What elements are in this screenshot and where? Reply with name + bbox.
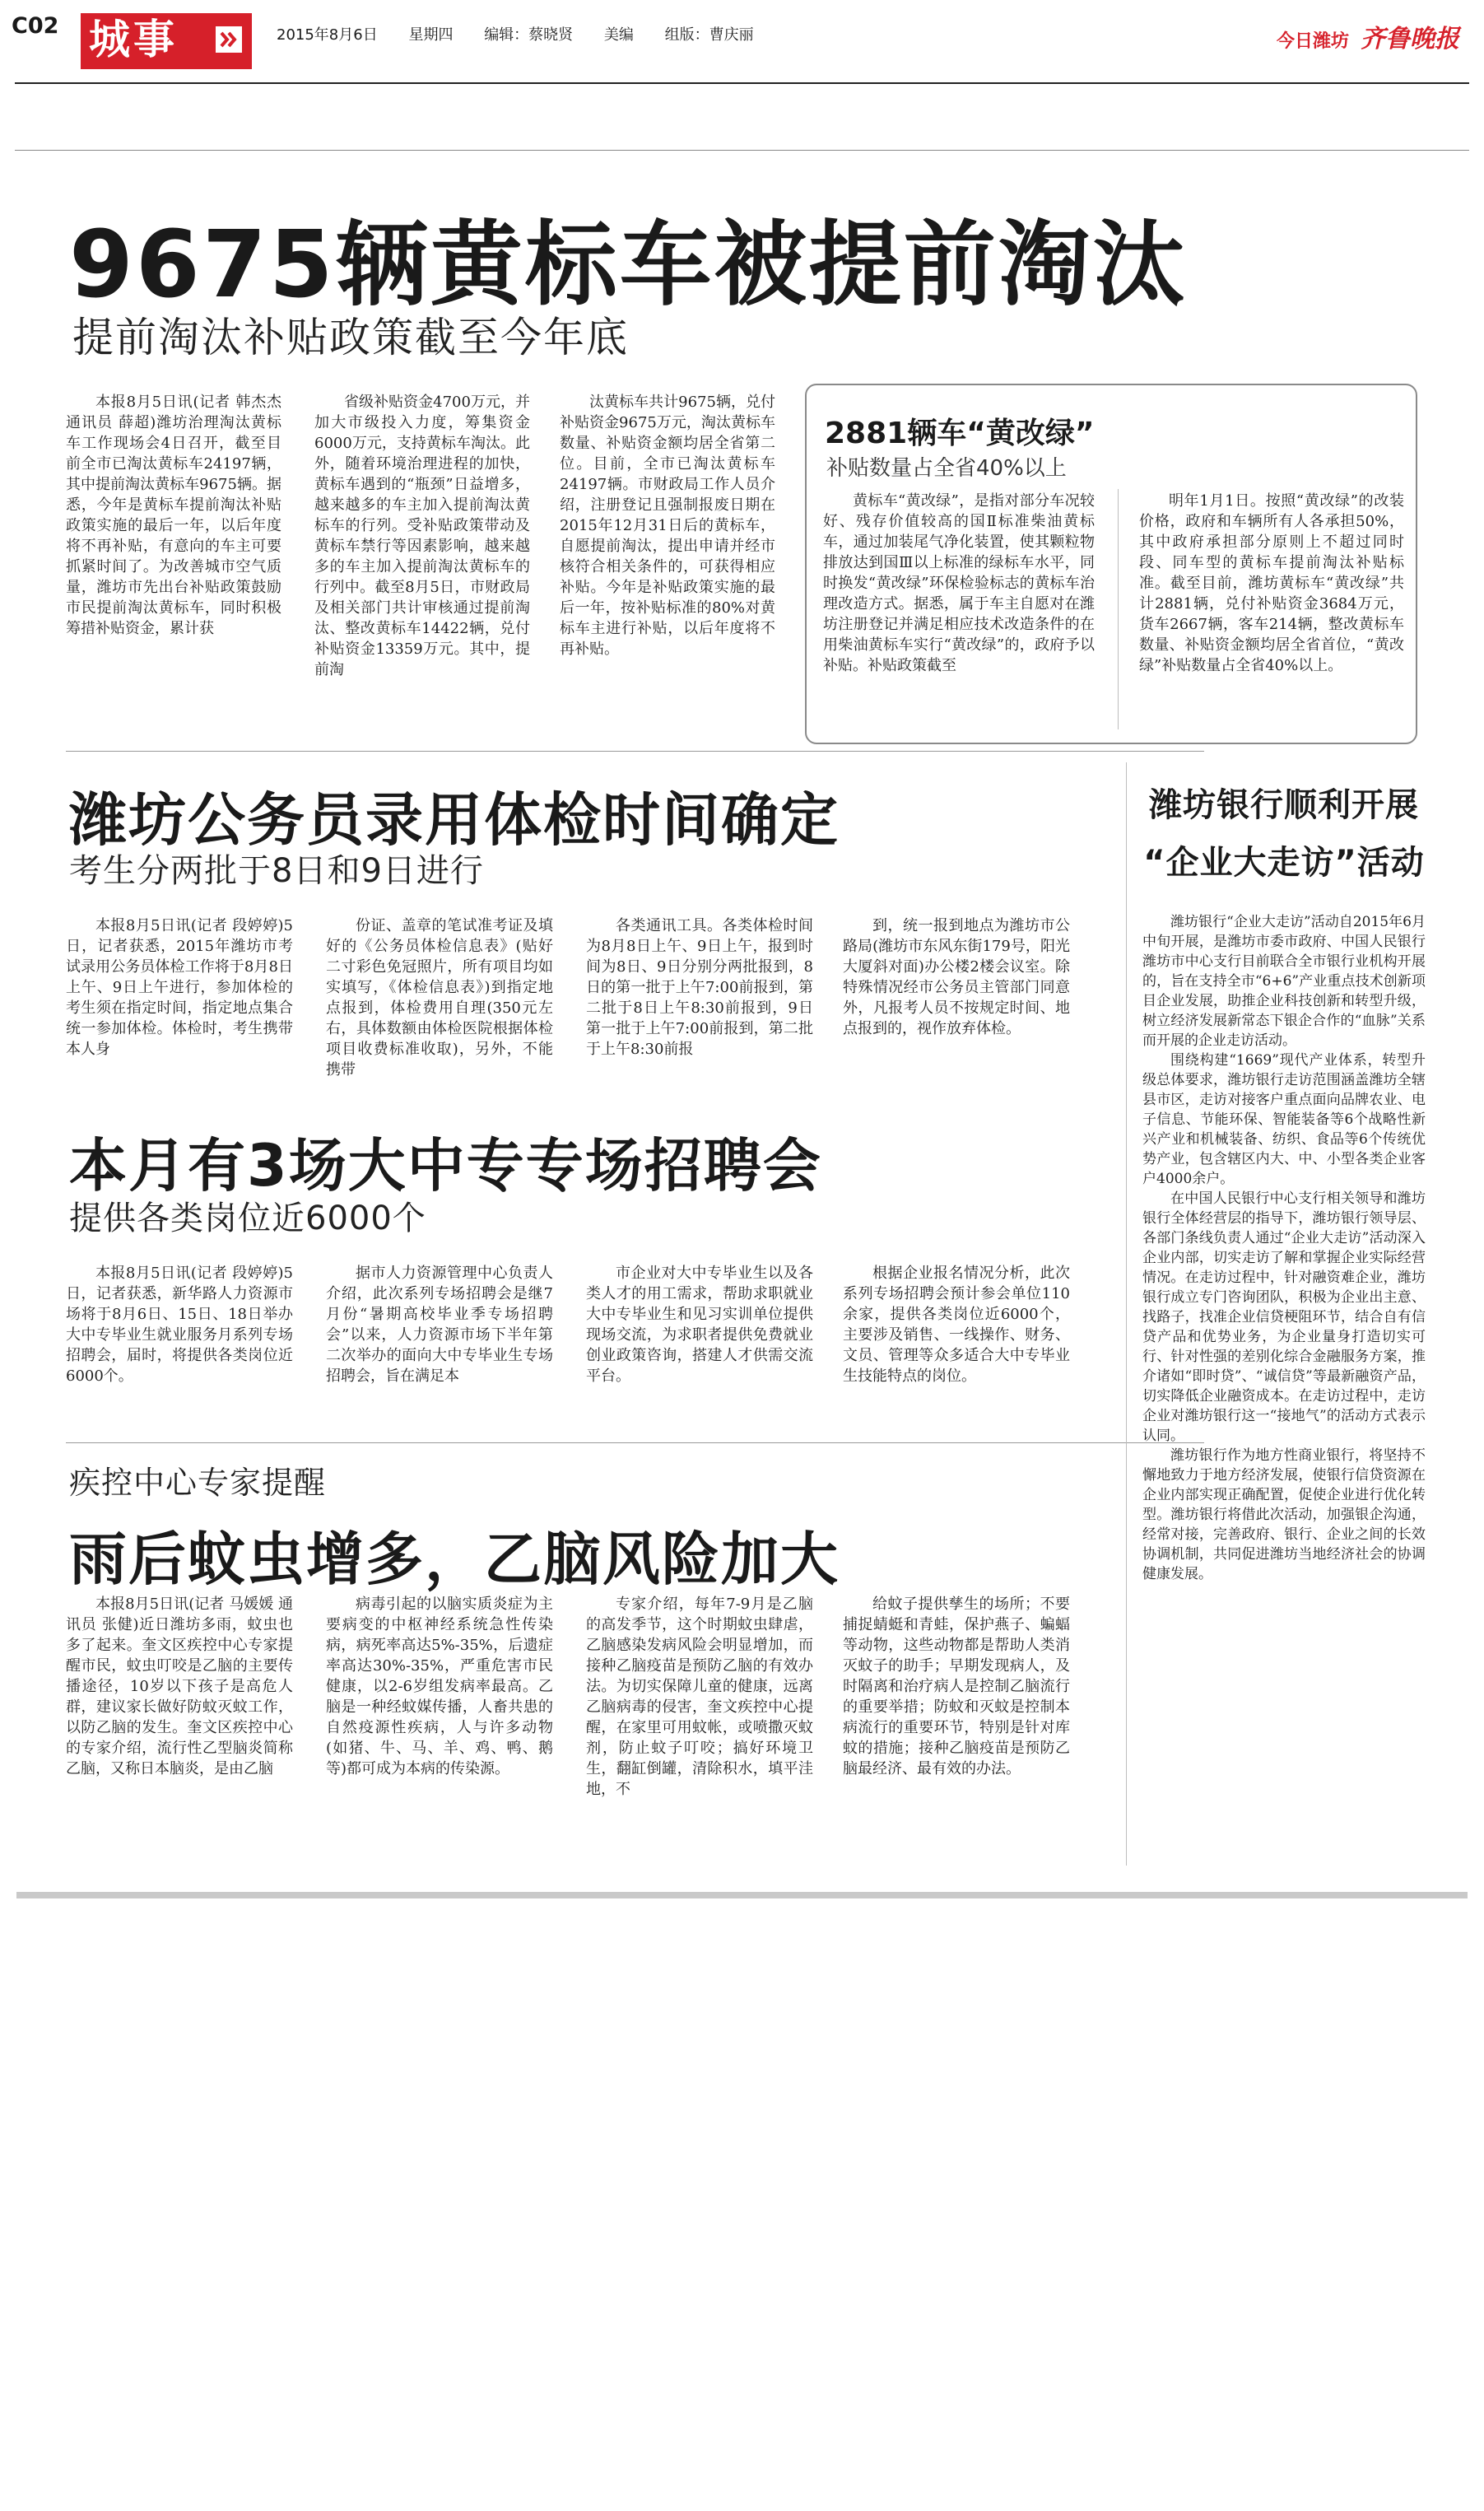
exam-column-4: 到，统一报到地点为潍坊市公路局(潍坊市东风东街179号，阳光大厦斜对面)办公楼2楼会议室。除特殊情况经市公务员主管部门同意外，凡报考人员不按规定时间、地点报到的，视作放弃体检。 — [843, 917, 1070, 1037]
mosquito-column-4: 给蚊子提供孳生的场所；不要捕捉蜻蜓和青蛙，保护燕子、蝙蝠等动物，这些动物都是帮助人类消灭蚊子的助手；早期发现病人，及时隔离和治疗病人是控制乙脑流行的重要举措；防蚊和灭蚊是控制本病流行的重要环节，特别是针对库蚊的措施；接种乙脑疫苗是预防乙脑最经济、最有效的办法。 — [843, 1596, 1070, 1777]
exam-column-3: 各类通讯工具。各类体检时间为8月8日上午、9日上午，报到时间为8日、9日分别分两批报到，8日的第一批于上午7:00前报到，第二批于8日上午8:30前报到，9日第一批于上午7:00前报到，第二批于上午8:30前报 — [586, 917, 813, 1058]
jobs-column-1: 本报8月5日讯(记者 段婷婷)5日，记者获悉，新华路人力资源市场将于8月6日、15日、18日举办大中专毕业生就业服务月系列专场招聘会，届时，将提供各类岗位近6000个。 — [66, 1265, 293, 1385]
jobs-headline: 本月有3场大中专专场招聘会 — [69, 1132, 822, 1200]
issue-info — [277, 23, 772, 44]
mosquito-headline: 雨后蚊虫增多，乙脑风险加大 — [69, 1526, 840, 1593]
lead-column-2: 省级补贴资金4700万元，并加大市级投入力度，筹集资金6000万元，支持黄标车淘汰。此外，随着环境治理进程的加快，黄标车遇到的“瓶颈”日益增多，越来越多的车主加入提前淘汰黄标车的行列。受补贴政策带动及黄标车禁行等因素影响，越来越多的车主加入提前淘汰黄标车的行列中。截至8月5日，市财政局及相关部门共计审核通过提前淘汰、整改黄标车14422辆，兑付补贴资金13359万元。其中，提前淘 — [314, 394, 530, 678]
exam-headline: 潍坊公务员录用体检时间确定 — [69, 786, 840, 854]
mosquito-column-1: 本报8月5日讯(记者 马媛媛 通讯员 张健)近日潍坊多雨，蚊虫也多了起来。奎文区疾控中心专家提醒市民，蚊虫叮咬是乙脑的主要传播途径，10岁以下孩子是高危人群，建议家长做好防蚊灭蚊工作，以防乙脑的发生。奎文区疾控中心的专家介绍，流行性乙型脑炎简称乙脑，又称日本脑炎，是由乙脑 — [66, 1596, 293, 1777]
mosquito-column-3: 专家介绍，每年7-9月是乙脑的高发季节，这个时期蚊虫肆虐，乙脑感染发病风险会明显增加，而接种乙脑疫苗是预防乙脑的有效办法。为切实保障儿童的健康，远离乙脑病毒的侵害，奎文疾控中心提醒，在家里可用蚊帐，或喷撒灭蚊剂，防止蚊子叮咬；搞好环境卫生，翻缸倒罐，清除积水，填平洼地，不 — [586, 1596, 813, 1798]
sidebar-divider — [1118, 489, 1119, 729]
section-label: 城事 — [89, 15, 178, 63]
brand-name: 今日潍坊 — [1276, 31, 1349, 52]
double-chevron-right-icon — [216, 26, 242, 53]
jobs-column-3: 市企业对大中专毕业生以及各类人才的用工需求，帮助求职就业大中专毕业生和见习实训单位提供现场交流，为求职者提供免费就业创业政策咨询，搭建人才供需交流平台。 — [586, 1265, 813, 1385]
bank-title-line-2: “企业大走访”活动 — [1143, 844, 1425, 882]
designer-credit: 美编 — [603, 26, 634, 44]
top-rule — [15, 150, 1469, 151]
mosquito-column-2: 病毒引起的以脑实质炎症为主要病变的中枢神经系统急性传染病，病死率高达5%-35%，后遗症率高达30%-35%，严重危害市民健康，以2-6岁组发病率最高。乙脑是一种经蚊媒传播，人畜共患的自然疫源性疾病，人与许多动物(如猪、牛、马、羊、鸡、鸭、鹅等)都可成为本病的传染源。 — [326, 1596, 553, 1777]
section-tab[interactable] — [81, 13, 252, 69]
exam-column-1: 本报8月5日讯(记者 段婷婷)5日，记者获悉，2015年潍坊市考试录用公务员体检工作将于8月8日上午、9日上午进行，参加体检的考生须在指定时间，指定地点集合统一参加体检。体检时，考生携带本人身 — [66, 917, 293, 1058]
editor-credit: 编辑：蔡晓贤 — [484, 26, 574, 44]
exam-subhead: 考生分两批于8日和9日进行 — [69, 852, 484, 890]
mosquito-kicker: 疾控中心专家提醒 — [69, 1465, 327, 1501]
page-number: C02 — [12, 13, 59, 39]
sidebar-column-1: 黄标车“黄改绿”，是指对部分车况较好、残存价值较高的国Ⅱ标准柴油黄标车，通过加装尾气净化装置，使其颗粒物排放达到国Ⅲ以上标准的绿标车水平，同时换发“黄改绿”环保检验标志的黄标车治理改造方式。据悉，属于车主自愿对在潍坊注册登记并满足相应技术改造条件的在用柴油黄标车实行“黄改绿”的，政府予以补贴。补贴政策截至 — [823, 492, 1095, 674]
newspaper-logo: 齐鲁晚报 — [1361, 25, 1459, 54]
masthead-rule — [15, 82, 1469, 84]
sidebar-column-2: 明年1月1日。按照“黄改绿”的改装价格，政府和车辆所有人各承担50%，其中政府承担部分原则上不超过同时段、同车型的黄标车提前淘汰补贴标准。截至目前，潍坊黄标车“黄改绿”共计2881辆，兑付补贴资金3684万元，货车2667辆，客车214辆，整改黄标车数量、补贴资金额均居全省首位，“黄改绿”补贴数量占全省40%以上。 — [1139, 492, 1404, 674]
right-column-divider — [1126, 762, 1127, 1866]
newspaper-brand — [1277, 18, 1459, 54]
jobs-column-4: 根据企业报名情况分析，此次系列专场招聘会预计参会单位110余家，提供各类岗位近6000个，主要涉及销售、一线操作、财务、文员、管理等众多适合大中专毕业生技能特点的岗位。 — [843, 1265, 1070, 1385]
sidebar-title: 2881辆车“黄改绿” — [825, 417, 1095, 450]
bank-body: 潍坊银行“企业大走访”活动自2015年6月中旬开展，是潍坊市委市政府、中国人民银行潍坊市中心支行目前联合全市银行业机构开展的，旨在支持全市“6+6”产业重点技术创新项目企业发展，助推企业科技创新和转型升级，树立经济发展新常态下银企合作的“血脉”关系而开展的企业走访活动。 围绕构建“1669”现代产业体系，转型升级总体要求，潍坊银行走访范围涵盖潍坊全辖县市区，走访对接客户重点面向品牌农业、电子信息、节能环保、智能装备等6个战略性新兴产业和机械装备、纺织、食品等6个传统优势产业，包含辖区内大、中、小型各类企业客户4000余户。 在中国人民银行中心支行相关领导和潍坊银行全体经营层的指导下，潍坊银行领导层、各部门条线负责人通过“企业大走访”活动深入企业内部，切实走访了解和掌握企业实际经营情况。在走访过程中，针对融资难企业，潍坊银行成立专门咨询团队，积极为企业出主意、找路子，找准企业信贷梗阻环节，结合自有信贷产品和优势业务，为企业量身打造切实可行、针对性强的差别化综合金融服务方案，推介诸如“即时贷”、“诚信贷”等最新融资产品，切实降低企业融资成本。在走访过程中，走访企业对潍坊银行这一“接地气”的活动方式表示认同。 潍坊银行作为地方性商业银行，将坚持不懈地致力于地方经济发展，使银行信贷资源在企业内部实现正确配置，促使企业进行优化转型。潍坊银行将借此次活动，加强银企沟通，经常对接，完善政府、银行、企业之间的长效协调机制，共同促进潍坊当地经济社会的协调健康发展。 — [1142, 914, 1426, 1582]
jobs-subhead: 提供各类岗位近6000个 — [69, 1200, 426, 1237]
bank-title-line-1: 潍坊银行顺利开展 — [1149, 786, 1419, 824]
issue-date: 2015年8月6日 — [277, 26, 378, 44]
proof-credit: 组版：曹庆丽 — [664, 26, 754, 44]
exam-column-2: 份证、盖章的笔试准考证及填好的《公务员体检信息表》(贴好二寸彩色免冠照片，所有项目均如实填写，《体检信息表》)到指定地点报到，体检费用自理(350元左右，具体数额由体检医院根据体检项目收费标准收取)，另外，不能携带 — [326, 917, 553, 1078]
section-rule-2 — [66, 1442, 1204, 1443]
sidebar-subtitle: 补贴数量占全省40%以上 — [826, 456, 1067, 481]
section-rule — [66, 751, 1204, 752]
jobs-column-2: 据市人力资源管理中心负责人介绍，此次系列专场招聘会是继7月份“暑期高校毕业季专场招聘会”以来，人力资源市场下半年第二次举办的面向大中专毕业生专场招聘会，旨在满足本 — [326, 1265, 553, 1385]
bottom-rule — [16, 1892, 1468, 1898]
issue-weekday: 星期四 — [408, 26, 454, 44]
lead-column-1: 本报8月5日讯(记者 韩杰杰 通讯员 薛超)潍坊治理淘汰黄标车工作现场会4日召开，截至目前全市已淘汰黄标车24197辆，其中提前淘汰黄标车9675辆。据悉，今年是黄标车提前淘汰补贴政策实施的最后一年，以后年度将不再补贴，有意向的车主可要抓紧时间了。为改善城市空气质量，潍坊市先出台补贴政策鼓励市民提前淘汰黄标车，同时积极筹措补贴资金，累计获 — [66, 394, 281, 637]
lead-headline: 9675辆黄标车被提前淘汰 — [69, 212, 1188, 319]
lead-subhead: 提前淘汰补贴政策截至今年底 — [72, 314, 629, 361]
lead-column-3: 汰黄标车共计9675辆，兑付补贴资金9675万元，淘汰黄标车数量、补贴资金额均居全省第二位。目前，全市已淘汰黄标车24197辆。市财政局工作人员介绍，注册登记且强制报废日期在2015年12月31日后的黄标车，自愿提前淘汰，提出申请并经市核符合相关条件的，可获得相应补贴。今年是补贴政策实施的最后一年，按补贴标准的80%对黄标车主进行补贴，以后年度将不再补贴。 — [560, 394, 775, 658]
